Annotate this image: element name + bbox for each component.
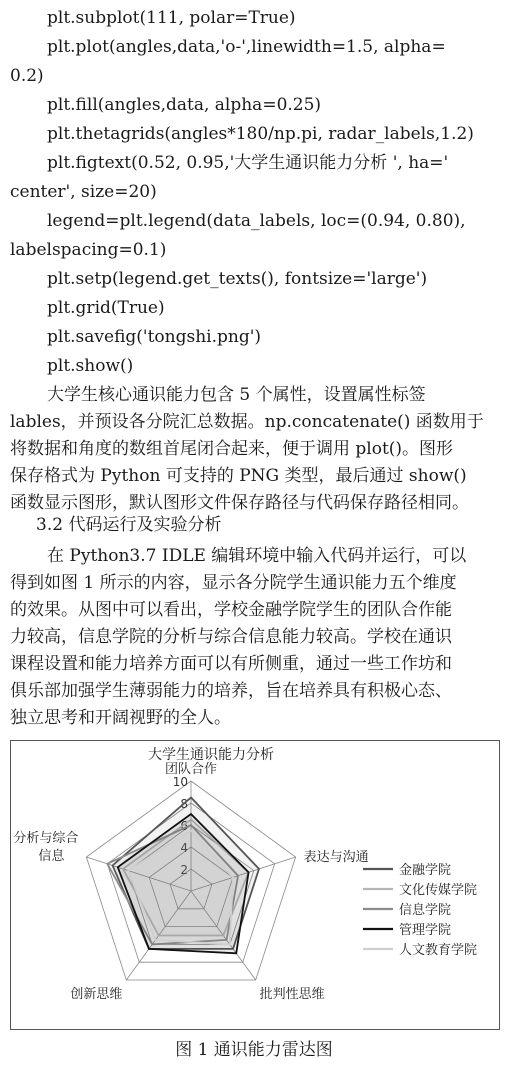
code-line: plt.plot(angles,data,'o-',linewidth=1.5, alpha= xyxy=(47,37,446,57)
section-heading: 3.2 代码运行及实验分析 xyxy=(36,515,222,535)
legend-label: 金融学院 xyxy=(399,863,452,878)
code-line: plt.fill(angles,data, alpha=0.25) xyxy=(47,95,322,115)
axis-label-line: 表达与沟通 xyxy=(303,850,369,866)
text-line: 力较高，信息学院的分析与综合信息能力较高。学校在通识 xyxy=(10,627,452,647)
code-line: center', size=20) xyxy=(10,182,157,202)
text-line: lables，并预设各分院汇总数据。np.concatenate() 函数用于 xyxy=(10,412,484,432)
code-line: legend=plt.legend(data_labels, loc=(0.94, 0.80), xyxy=(47,211,466,231)
text-line: 在 Python3.7 IDLE 编辑环境中输入代码并运行，可以 xyxy=(47,546,467,566)
axis-label xyxy=(260,986,325,1002)
legend-label: 人文教育学院 xyxy=(399,943,478,958)
text-line: 将数据和角度的数组首尾闭合起来，便于调用 plot()。图形 xyxy=(10,439,454,459)
text-line: 俱乐部加强学生薄弱能力的培养，旨在培养具有积极心态、 xyxy=(10,681,452,701)
tick-label: 8 xyxy=(180,797,188,811)
code-line: plt.figtext(0.52, 0.95,'大学生通识能力分析 ', ha=' xyxy=(47,153,449,173)
chart-title: 大学生通识能力分析 xyxy=(148,747,274,763)
axis-label-line: 信息 xyxy=(38,849,65,865)
tick-label: 10 xyxy=(172,775,188,789)
legend-label: 信息学院 xyxy=(399,903,452,918)
axis-label xyxy=(165,762,217,777)
axis-label-line: 团队合作 xyxy=(164,762,218,777)
text-line: 课程设置和能力培养方面可以有所侧重，通过一些工作坊和 xyxy=(10,654,452,674)
axis-label-line: 分析与综合 xyxy=(13,831,79,847)
tick-label: 2 xyxy=(180,863,188,877)
text-line: 大学生核心通识能力包含 5 个属性，设置属性标签 xyxy=(47,385,426,405)
axis-label xyxy=(70,986,122,1002)
text-line: 函数显示图形，默认图形文件保存路径与代码保存路径相同。 xyxy=(10,493,469,513)
axis-label xyxy=(13,830,78,864)
code-line: plt.savefig('tongshi.png') xyxy=(47,327,262,347)
chart-legend xyxy=(363,862,477,958)
text-line: 得到如图 1 所示的内容，显示各分院学生通识能力五个维度 xyxy=(10,573,457,593)
code-line: 0.2) xyxy=(10,66,44,86)
axis-label-line: 创新思维 xyxy=(70,986,123,1002)
legend-label: 文化传媒学院 xyxy=(399,883,478,898)
code-line: plt.grid(True) xyxy=(47,298,165,318)
tick-label: 4 xyxy=(180,841,188,855)
legend-label: 管理学院 xyxy=(399,923,452,938)
figure-caption: 图 1 通识能力雷达图 xyxy=(175,1040,333,1060)
text-line: 独立思考和开阔视野的全人。 xyxy=(10,708,231,728)
code-line: plt.show() xyxy=(47,356,134,376)
text-line: 保存格式为 Python 可支持的 PNG 类型，最后通过 show() xyxy=(10,466,467,486)
radar-chart xyxy=(11,741,499,1029)
radar-figure xyxy=(10,740,500,1030)
code-line: labelspacing=0.1) xyxy=(10,240,167,260)
code-line: plt.subplot(111, polar=True) xyxy=(47,8,296,28)
text-line: 的效果。从图中可以看出，学校金融学院学生的团队合作能 xyxy=(10,600,452,620)
axis-label-line: 批判性思维 xyxy=(259,986,325,1002)
radar-series xyxy=(107,798,259,954)
tick-label: 6 xyxy=(180,819,188,833)
code-line: plt.setp(legend.get_texts(), fontsize='large') xyxy=(47,269,428,289)
code-line: plt.thetagrids(angles*180/np.pi, radar_labels,1.2) xyxy=(47,124,474,144)
axis-label xyxy=(304,849,369,865)
